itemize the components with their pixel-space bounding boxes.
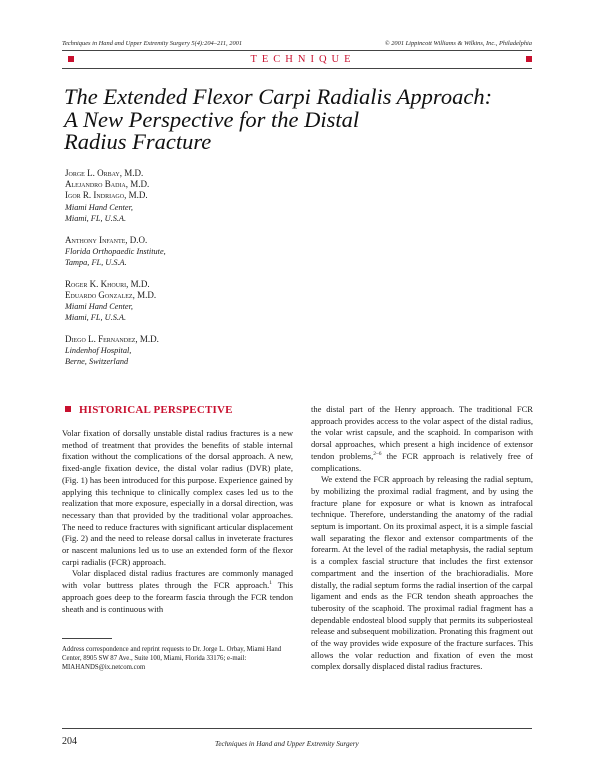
citation-superscript: 2–6 — [373, 450, 382, 457]
author-list — [65, 168, 325, 378]
section-heading — [65, 404, 233, 416]
affiliation: Florida Orthopaedic Institute, — [65, 246, 166, 256]
title-line-3: Radius Fracture — [64, 129, 212, 154]
affiliation: Lindenhof Hospital, — [65, 346, 132, 356]
running-header-right: © 2001 Lippincott Williams & Wilkins, Inc., Philadelphia — [384, 40, 532, 47]
affiliation: Berne, Switzerland — [65, 357, 129, 367]
page-number: 204 — [62, 736, 77, 747]
footnote-rule — [62, 638, 112, 639]
affiliation: Tampa, FL, U.S.A. — [65, 257, 127, 267]
citation-superscript: 1 — [269, 580, 273, 587]
paragraph-text: the FCR approach is relatively free of complications. — [311, 450, 533, 473]
author-name: Diego L. Fernandez, M.D. — [65, 334, 159, 345]
title-line-2: A New Perspective for the Distal — [64, 106, 360, 132]
author-name: Jorge L. Orbay, M.D. — [65, 168, 144, 178]
author-name: Anthony Infante, D.O. — [65, 234, 148, 245]
affiliation: Miami Hand Center, — [65, 302, 133, 312]
paragraph-text: Volar displaced distal radius fractures are commonly managed with volar buttress plates through the FCR approach. — [62, 568, 293, 591]
author-name: Eduardo Gonzalez, M.D. — [65, 290, 157, 301]
accent-square-right — [526, 56, 532, 62]
journal-name-footer: Techniques in Hand and Upper Extremity Surgery — [215, 740, 359, 748]
paragraph: Volar fixation of dorsally unstable distal radius fractures is a new method of treatment that provides the benefits of stable internal fixation without the complications of the dorsal approach. A new, fixed-angle fixation device, the distal volar radius (DVR) plate, (Fig. 1) has been introduced for this purpose. Experience gained by applying this technique to clinically complex cases led us to the realization that more exposure, especially in a dorsal direction, was necessary than that provided by the traditional volar approaches. The need to reduce fractures with significant articular displacement (Fig. 2) and the need to release dorsal callus in inveterate fractures or nascent malunions led us to use an extended form of the flexor carpi radialis (FCR) approach. — [62, 428, 293, 567]
author-group-4 — [65, 334, 325, 367]
article-title — [64, 86, 544, 154]
paragraph — [311, 404, 533, 474]
header-rule-bottom — [62, 68, 532, 69]
paragraph-text: This approach goes deep to the forearm fascia through the FCR tendon sheath and is continuous with — [62, 580, 293, 614]
affiliation: Miami, FL, U.S.A. — [65, 213, 127, 223]
footnote: Address correspondence and reprint requests to Dr. Jorge L. Orbay, Miami Hand Center, 8905 SW 87 Ave., Suite 100, Miami, Florida 33176; e-mail: MIAHANDS@ix.netcom.com — [62, 646, 282, 672]
paragraph: We extend the FCR approach by releasing the radial septum, by mobilizing the proximal radial fragment, and by using the fracture plane for exposure or what is known as intrafocal technique. Therefore, understanding the anatomy of the radial septum is important. On its proximal aspect, it is a simple fascial wall separating the flexor and extensor compartments of the forearm. At the level of the radial metaphysis, the radial septum is a complex fascial structure that includes the first extensor compartment and the insertion of the brachioradialis. More distally, the radial septum forms the radial insertion of the carpal ligament and ends as the FCR tendon sheath approaches the tuberosity of the scaphoid. The proximal radial fragment has a dependable endosteal blood supply that permits its subperiosteal release and subsequent mobilization. Pronating this fragment out of the way provides wide exposure of the fracture surfaces. This allows the volar reduction and fixation of even the most complex dorsally displaced distal radius fractures. — [311, 474, 533, 672]
affiliation: Miami Hand Center, — [65, 202, 133, 212]
body-column-left — [62, 428, 293, 615]
author-name: Roger K. Khouri, M.D. — [65, 278, 150, 289]
author-name: Igor R. Indriago, M.D. — [65, 190, 148, 201]
running-header-left: Techniques in Hand and Upper Extremity Surgery 5(4):204–211, 2001 — [62, 40, 243, 47]
footer-rule — [62, 728, 532, 729]
author-group-2 — [65, 235, 325, 268]
accent-square-left — [68, 56, 74, 62]
author-name: Alejandro Badia, M.D. — [65, 179, 150, 190]
section-bullet-square — [65, 406, 71, 412]
header-rule-top — [62, 50, 532, 51]
title-line-1: The Extended Flexor Carpi Radialis Approach: — [64, 84, 493, 109]
body-column-right — [311, 404, 533, 673]
author-group-1 — [65, 168, 325, 224]
section-label: TECHNIQUE — [250, 54, 356, 65]
author-group-3 — [65, 279, 325, 323]
paragraph — [62, 568, 293, 615]
section-heading-text: HISTORICAL PERSPECTIVE — [79, 404, 233, 416]
affiliation: Miami, FL, U.S.A. — [65, 313, 127, 323]
paragraph-text: the distal part of the Henry approach. The traditional FCR approach provides access to the volar aspect of the distal radius, the volar wrist capsule, and the scaphoid. In comparison with dorsal approaches, which present a high incidence of extensor tendon problems, — [311, 404, 533, 461]
